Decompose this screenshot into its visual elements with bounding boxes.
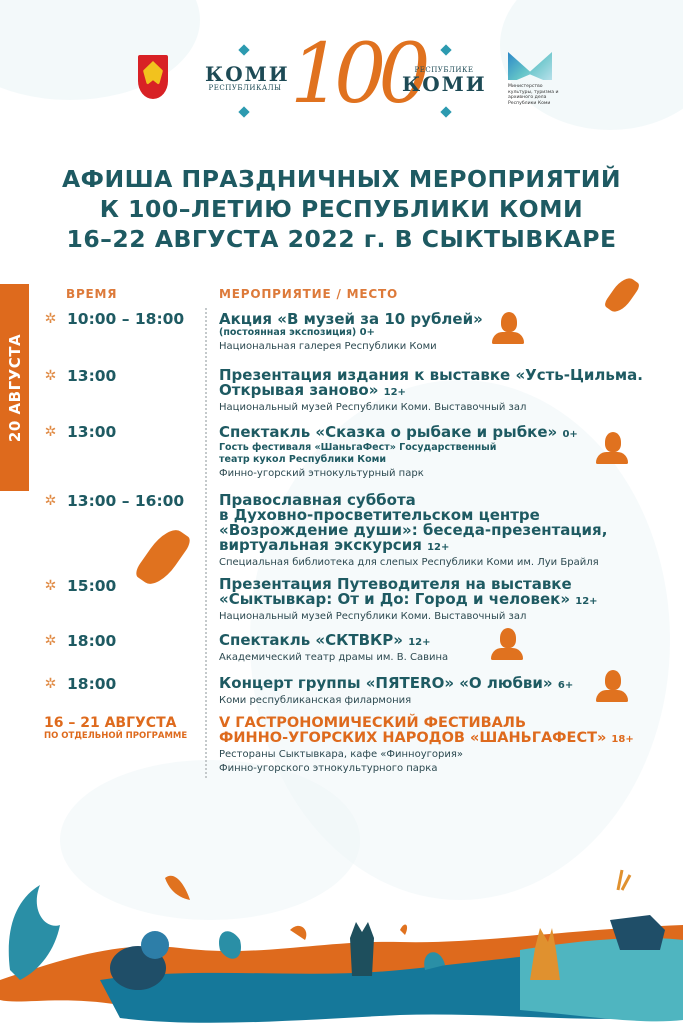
- bust-icon: [596, 432, 628, 464]
- bird-ornament-icon: [133, 523, 193, 591]
- event-item: Спектакль «Сказка о рыбаке и рыбке» 0+ Гость фестиваля «ШаньгаФест» Государственный театр кукол Республики Коми Финно-угорский этнокультурный парк: [219, 423, 578, 479]
- bust-icon: [596, 670, 628, 702]
- ornament-icon: [238, 44, 249, 55]
- event-item: Спектакль «СКТВКР» 12+ Академический театр драмы им. В. Савина: [219, 631, 449, 663]
- bust-icon: [492, 312, 524, 344]
- time-row: ✲ 10:00 – 18:00: [44, 310, 185, 328]
- ornament-bullet-icon: ✲: [44, 492, 57, 509]
- komi-republic-logo-left: КОМИ РЕСПУБЛИКАЛЫ: [205, 62, 290, 92]
- bird-ornament-icon: [603, 274, 641, 317]
- anniversary-100-logo: 100: [290, 27, 423, 122]
- event-item: Презентация Путеводителя на выставке «Сыктывкар: От и До: Город и человек» 12+ Национальный музей Республики Коми. Выставочный зал: [219, 575, 598, 622]
- ornament-icon: [238, 106, 249, 117]
- time-row: ✲ 13:00: [44, 423, 117, 441]
- time-row: ✲ 15:00: [44, 577, 117, 595]
- column-header-event: МЕРОПРИЯТИЕ / МЕСТО: [219, 287, 398, 301]
- ornament-bullet-icon: ✲: [44, 632, 57, 649]
- ornament-bullet-icon: ✲: [44, 675, 57, 692]
- time-row: ✲ 18:00: [44, 675, 117, 693]
- event-item: Презентация издания к выставке «Усть-Цильма. Открывая заново» 12+ Национальный музей Республики Коми. Выставочный зал: [219, 366, 643, 413]
- ministry-logo: Министерство культуры, туризма и архивного дела Республики Коми: [508, 52, 564, 106]
- column-header-time: ВРЕМЯ: [66, 287, 118, 301]
- ornament-bullet-icon: ✲: [44, 367, 57, 384]
- ministry-emblem-icon: [508, 52, 552, 80]
- festival-dates: 16 – 21 АВГУСТА ПО ОТДЕЛЬНОЙ ПРОГРАММЕ: [44, 715, 188, 741]
- time-row: ✲ 18:00: [44, 632, 117, 650]
- column-divider: [205, 308, 207, 778]
- komi-republic-logo-right: РЕСПУБЛИКЕ КОМИ: [402, 66, 487, 96]
- ornament-icon: [440, 106, 451, 117]
- ornament-icon: [440, 44, 451, 55]
- date-tab: 20 АВГУСТА: [0, 284, 29, 491]
- komi-coat-of-arms-icon: [138, 55, 168, 99]
- event-item: Православная суббота в Духовно-просветительском центре «Возрождение души»: беседа-презентация, виртуальная экскурсия 12+ Специальная библиотека для слепых Республики Коми им. Луи Брайля: [219, 491, 608, 568]
- ornament-bullet-icon: ✲: [44, 310, 57, 327]
- festival-item: V ГАСТРОНОМИЧЕСКИЙ ФЕСТИВАЛЬ ФИННО-УГОРСКИХ НАРОДОВ «ШАНЬГАФЕСТ» 18+ Рестораны Сыктывкара, кафе «Финноугория» Финно-угорского этнокультурного парка: [219, 715, 634, 774]
- page-title: АФИША ПРАЗДНИЧНЫХ МЕРОПРИЯТИЙ К 100–ЛЕТИЮ РЕСПУБЛИКИ КОМИ 16–22 АВГУСТА 2022 г. В СЫКТЫВКАРЕ: [61, 165, 622, 253]
- header-logos: [0, 27, 683, 130]
- bust-icon: [491, 628, 523, 660]
- time-row: ✲ 13:00 – 16:00: [44, 492, 185, 510]
- event-item: Акция «В музей за 10 рублей» (постоянная экспозиция) 0+ Национальная галерея Республики Коми: [219, 310, 483, 352]
- ornament-bullet-icon: ✲: [44, 423, 57, 440]
- ornament-bullet-icon: ✲: [44, 577, 57, 594]
- time-row: ✲ 13:00: [44, 367, 117, 385]
- event-item: Концерт группы «ПЯТЕRO» «О любви» 6+ Коми республиканская филармония: [219, 674, 574, 706]
- folk-landscape-illustration: [0, 830, 683, 1024]
